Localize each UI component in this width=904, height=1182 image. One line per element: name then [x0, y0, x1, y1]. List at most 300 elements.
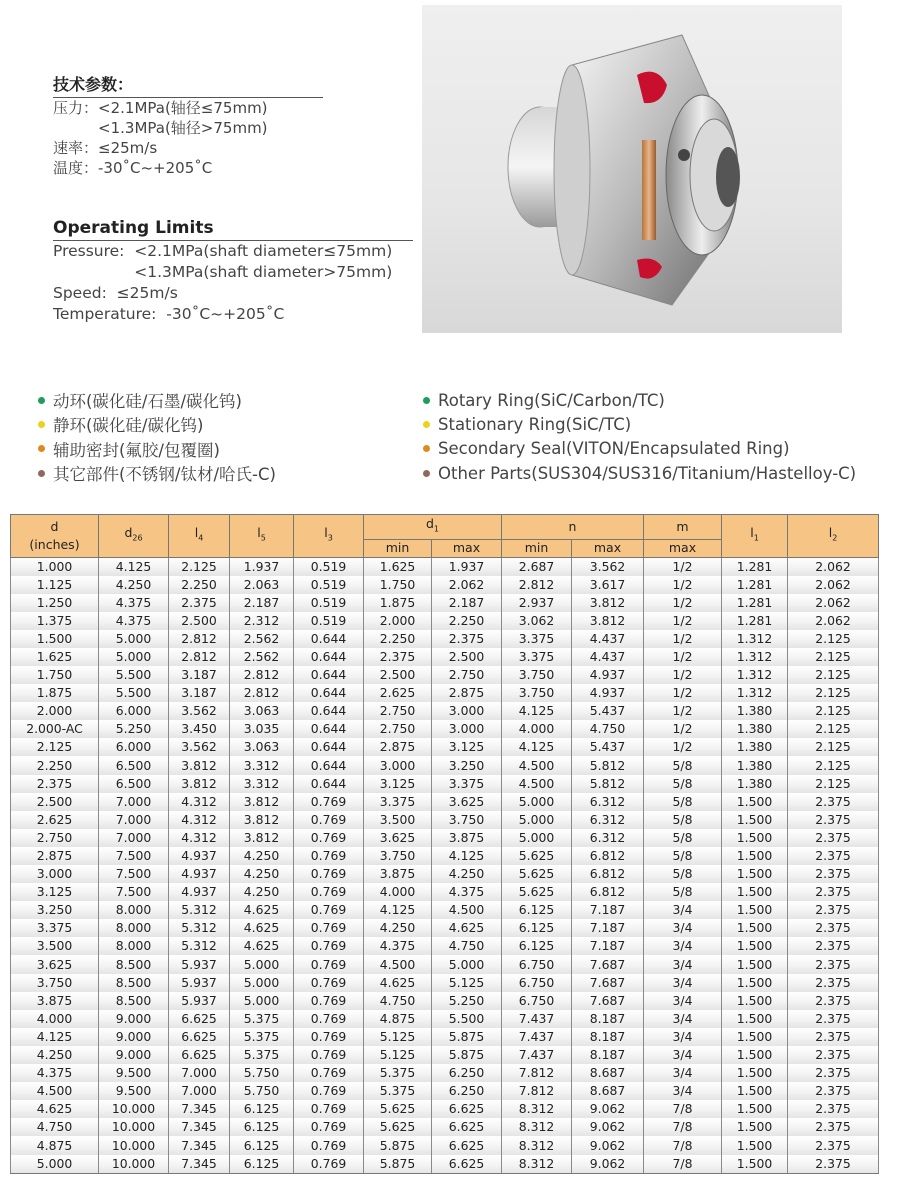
- table-cell: 0.769: [294, 1028, 364, 1046]
- table-cell: 7.437: [502, 1010, 572, 1028]
- temperature-label: Temperature:: [53, 305, 167, 323]
- table-row: [11, 594, 879, 612]
- table-cell: 0.519: [294, 594, 364, 612]
- table-cell: 0.769: [294, 919, 364, 937]
- table-row: [11, 1028, 879, 1046]
- table-cell: 1.937: [230, 557, 294, 576]
- table-cell: 4.750: [11, 1118, 99, 1136]
- table-cell: 3.035: [230, 720, 294, 738]
- table-cell: 8.187: [572, 1028, 644, 1046]
- table-cell: 0.644: [294, 684, 364, 702]
- table-cell: 5.500: [432, 1010, 502, 1028]
- table-cell: 3.312: [230, 757, 294, 775]
- table-cell: 2.062: [788, 576, 879, 594]
- table-cell: 2.562: [230, 630, 294, 648]
- specs-en-speed: [53, 283, 413, 304]
- table-cell: 2.500: [11, 793, 99, 811]
- table-cell: 5.375: [364, 1082, 432, 1100]
- specs-cn-speed: [53, 138, 323, 158]
- table-cell: 3.812: [169, 775, 230, 793]
- table-cell: 5.812: [572, 757, 644, 775]
- specs-en-pressure: [53, 241, 413, 283]
- col-header-n-min: min: [502, 539, 572, 557]
- table-cell: 0.769: [294, 992, 364, 1010]
- table-cell: 2.187: [432, 594, 502, 612]
- table-cell: 6.312: [572, 829, 644, 847]
- specs-en: [53, 218, 413, 325]
- table-cell: 2.125: [788, 757, 879, 775]
- table-cell: 0.769: [294, 1118, 364, 1136]
- table-row: [11, 956, 879, 974]
- table-cell: 7.500: [99, 865, 169, 883]
- table-cell: 4.125: [502, 738, 572, 756]
- table-cell: 1.500: [722, 901, 788, 919]
- table-cell: 2.750: [11, 829, 99, 847]
- table-cell: 8.687: [572, 1082, 644, 1100]
- legend-item: Secondary Seal(VITON/Encapsulated Ring): [423, 437, 856, 461]
- table-cell: 2.000: [11, 702, 99, 720]
- table-cell: 3.450: [169, 720, 230, 738]
- table-cell: 0.644: [294, 738, 364, 756]
- table-cell: 1.281: [722, 576, 788, 594]
- table-cell: 9.000: [99, 1028, 169, 1046]
- table-cell: 2.812: [169, 648, 230, 666]
- table-cell: 4.500: [11, 1082, 99, 1100]
- table-cell: 0.769: [294, 1010, 364, 1028]
- table-cell: 7.345: [169, 1100, 230, 1118]
- table-cell: 4.125: [432, 847, 502, 865]
- table-cell: 2.125: [788, 702, 879, 720]
- table-cell: 7/8: [644, 1137, 722, 1155]
- table-cell: 1/2: [644, 666, 722, 684]
- table-cell: 6.250: [432, 1082, 502, 1100]
- table-cell: 5.750: [230, 1064, 294, 1082]
- col-header-d: d (inches): [11, 515, 99, 558]
- table-cell: 3.812: [169, 757, 230, 775]
- table-cell: 5.812: [572, 775, 644, 793]
- table-cell: 4.937: [169, 847, 230, 865]
- table-cell: 2.375: [364, 648, 432, 666]
- table-cell: 0.769: [294, 1064, 364, 1082]
- table-cell: 5.000: [230, 956, 294, 974]
- table-cell: 3.312: [230, 775, 294, 793]
- table-cell: 2.000-AC: [11, 720, 99, 738]
- table-cell: 4.250: [432, 865, 502, 883]
- table-cell: 3.750: [432, 811, 502, 829]
- table-cell: 2.375: [788, 1100, 879, 1118]
- table-cell: 2.375: [788, 811, 879, 829]
- table-cell: 10.000: [99, 1137, 169, 1155]
- table-row: [11, 865, 879, 883]
- table-cell: 7/8: [644, 1118, 722, 1136]
- table-cell: 7.687: [572, 956, 644, 974]
- table-cell: 5/8: [644, 883, 722, 901]
- table-cell: 5.937: [169, 974, 230, 992]
- table-cell: 1.312: [722, 648, 788, 666]
- table-cell: 3/4: [644, 1028, 722, 1046]
- table-cell: 1.500: [722, 811, 788, 829]
- table-cell: 6.812: [572, 847, 644, 865]
- pressure-label: Pressure:: [53, 242, 135, 260]
- table-cell: 7.000: [99, 829, 169, 847]
- table-cell: 10.000: [99, 1100, 169, 1118]
- table-cell: 7.187: [572, 919, 644, 937]
- table-cell: 0.769: [294, 1082, 364, 1100]
- table-cell: 1.380: [722, 720, 788, 738]
- table-cell: 6.750: [502, 992, 572, 1010]
- table-cell: 3.812: [572, 594, 644, 612]
- table-cell: 6.812: [572, 883, 644, 901]
- table-cell: 5/8: [644, 865, 722, 883]
- table-cell: 5.437: [572, 702, 644, 720]
- table-cell: 1.500: [722, 919, 788, 937]
- table-row: [11, 883, 879, 901]
- table-cell: 5.875: [364, 1155, 432, 1174]
- legend-dot-green: [423, 397, 430, 404]
- table-cell: 2.625: [11, 811, 99, 829]
- temperature-label: 温度：: [53, 159, 99, 177]
- table-cell: 1/2: [644, 684, 722, 702]
- product-photo: [422, 5, 842, 333]
- table-cell: 4.250: [230, 883, 294, 901]
- table-cell: 4.500: [432, 901, 502, 919]
- set-screw: [678, 149, 690, 161]
- table-cell: 10.000: [99, 1118, 169, 1136]
- table-cell: 1/2: [644, 738, 722, 756]
- table-cell: 3.187: [169, 684, 230, 702]
- table-row: [11, 847, 879, 865]
- table-cell: 0.644: [294, 666, 364, 684]
- table-cell: 1.500: [722, 865, 788, 883]
- table-cell: 1/2: [644, 720, 722, 738]
- table-cell: 2.125: [788, 684, 879, 702]
- table-cell: 2.750: [364, 720, 432, 738]
- legend-item: Stationary Ring(SiC/TC): [423, 412, 856, 436]
- table-cell: 4.125: [11, 1028, 99, 1046]
- table-cell: 7.687: [572, 992, 644, 1010]
- table-cell: 2.375: [788, 956, 879, 974]
- table-cell: 4.125: [502, 702, 572, 720]
- table-cell: 3.750: [11, 974, 99, 992]
- table-cell: 6.625: [169, 1010, 230, 1028]
- table-cell: 3.625: [364, 829, 432, 847]
- table-cell: 7.437: [502, 1046, 572, 1064]
- table-cell: 6.625: [432, 1118, 502, 1136]
- table-cell: 7.000: [169, 1064, 230, 1082]
- table-cell: 9.062: [572, 1100, 644, 1118]
- table-cell: 1.500: [722, 956, 788, 974]
- col-header-m-max: max: [644, 539, 722, 557]
- table-row: [11, 1010, 879, 1028]
- table-row: [11, 901, 879, 919]
- table-cell: 4.500: [502, 757, 572, 775]
- table-cell: 7.000: [99, 811, 169, 829]
- table-row: [11, 648, 879, 666]
- table-cell: 8.312: [502, 1155, 572, 1174]
- table-cell: 3.875: [432, 829, 502, 847]
- table-cell: 0.644: [294, 720, 364, 738]
- pressure-label: 压力：: [53, 99, 99, 117]
- table-cell: 4.312: [169, 829, 230, 847]
- table-cell: 3.750: [502, 684, 572, 702]
- table-cell: 2.125: [788, 666, 879, 684]
- table-cell: 2.375: [788, 1137, 879, 1155]
- table-cell: 5.875: [432, 1046, 502, 1064]
- legend-dot-yellow: [423, 421, 430, 428]
- table-cell: 1.125: [11, 576, 99, 594]
- table-cell: 6.500: [99, 775, 169, 793]
- table-cell: 2.812: [230, 684, 294, 702]
- table-cell: 7.345: [169, 1155, 230, 1174]
- table-cell: 3.000: [432, 720, 502, 738]
- table-cell: 2.562: [230, 648, 294, 666]
- table-cell: 7.500: [99, 883, 169, 901]
- table-cell: 4.625: [230, 919, 294, 937]
- table-row: [11, 720, 879, 738]
- table-cell: 7.345: [169, 1137, 230, 1155]
- table-row: [11, 702, 879, 720]
- table-cell: 2.375: [788, 1118, 879, 1136]
- table-cell: 5.375: [230, 1046, 294, 1064]
- table-cell: 4.937: [169, 883, 230, 901]
- specs-cn: [53, 72, 323, 178]
- table-cell: 3.187: [169, 666, 230, 684]
- table-cell: 6.500: [99, 757, 169, 775]
- table-cell: 1.500: [722, 847, 788, 865]
- table-cell: 3.562: [169, 738, 230, 756]
- table-cell: 6.250: [432, 1064, 502, 1082]
- legend-cn: [38, 388, 276, 485]
- legend-item: 辅助密封(氟胶/包覆圈): [38, 437, 276, 461]
- table-cell: 3.250: [432, 757, 502, 775]
- table-cell: 8.312: [502, 1100, 572, 1118]
- table-cell: 8.500: [99, 992, 169, 1010]
- table-cell: 6.625: [432, 1137, 502, 1155]
- legend-item: Other Parts(SUS304/SUS316/Titanium/Hastelloy-C): [423, 461, 856, 485]
- table-cell: 7.500: [99, 847, 169, 865]
- table-cell: 9.062: [572, 1118, 644, 1136]
- table-cell: 3/4: [644, 1082, 722, 1100]
- table-cell: 3.750: [364, 847, 432, 865]
- table-cell: 8.000: [99, 937, 169, 955]
- table-cell: 4.437: [572, 648, 644, 666]
- table-cell: 1.875: [11, 684, 99, 702]
- table-cell: 2.875: [11, 847, 99, 865]
- pressure-value-2: <1.3MPa(shaft diameter>75mm): [134, 263, 393, 281]
- table-cell: 3.625: [432, 793, 502, 811]
- table-cell: 3/4: [644, 901, 722, 919]
- table-cell: 2.063: [230, 576, 294, 594]
- table-cell: 5.375: [230, 1010, 294, 1028]
- table-cell: 0.644: [294, 702, 364, 720]
- table-cell: 2.875: [364, 738, 432, 756]
- table-cell: 3.375: [432, 775, 502, 793]
- table-row: [11, 793, 879, 811]
- table-cell: 7.187: [572, 901, 644, 919]
- table-cell: 7.345: [169, 1118, 230, 1136]
- table-cell: 6.000: [99, 702, 169, 720]
- table-cell: 6.812: [572, 865, 644, 883]
- table-cell: 0.519: [294, 612, 364, 630]
- table-row: [11, 1064, 879, 1082]
- table-cell: 1.750: [364, 576, 432, 594]
- table-cell: 2.375: [788, 1155, 879, 1174]
- col-header-l3: $l_3$: [294, 515, 364, 558]
- pressure-value-2: <1.3MPa(轴径>75mm): [98, 119, 268, 137]
- table-cell: 7.812: [502, 1082, 572, 1100]
- table-cell: 5.000: [230, 974, 294, 992]
- table-cell: 1/2: [644, 630, 722, 648]
- table-cell: 0.769: [294, 901, 364, 919]
- table-cell: 3.500: [11, 937, 99, 955]
- table-cell: 10.000: [99, 1155, 169, 1174]
- table-cell: 4.625: [364, 974, 432, 992]
- table-row: [11, 612, 879, 630]
- table-cell: 3.125: [364, 775, 432, 793]
- table-cell: 4.000: [11, 1010, 99, 1028]
- table-cell: 7.687: [572, 974, 644, 992]
- table-cell: 1/2: [644, 576, 722, 594]
- table-cell: 1/2: [644, 594, 722, 612]
- table-cell: 3.875: [11, 992, 99, 1010]
- table-cell: 5.500: [99, 666, 169, 684]
- table-cell: 5/8: [644, 847, 722, 865]
- table-cell: 4.937: [572, 684, 644, 702]
- table-cell: 2.375: [788, 793, 879, 811]
- table-cell: 3.063: [230, 738, 294, 756]
- table-cell: 4.125: [99, 557, 169, 576]
- table-cell: 5/8: [644, 829, 722, 847]
- table-cell: 4.875: [11, 1137, 99, 1155]
- table-cell: 3.625: [11, 956, 99, 974]
- table-cell: 3.375: [502, 648, 572, 666]
- table-cell: 6.125: [230, 1155, 294, 1174]
- table-cell: 2.125: [788, 738, 879, 756]
- table-row: [11, 1118, 879, 1136]
- table-cell: 5.000: [502, 793, 572, 811]
- table-cell: 0.769: [294, 883, 364, 901]
- table-cell: 0.644: [294, 648, 364, 666]
- table-cell: 4.375: [99, 594, 169, 612]
- table-cell: 0.519: [294, 557, 364, 576]
- col-header-d1-min: min: [364, 539, 432, 557]
- table-cell: 4.750: [572, 720, 644, 738]
- table-row: [11, 992, 879, 1010]
- table-cell: 6.000: [99, 738, 169, 756]
- speed-value: ≤25m/s: [116, 284, 178, 302]
- table-cell: 4.375: [364, 937, 432, 955]
- table-cell: 1.380: [722, 702, 788, 720]
- table-cell: 2.375: [788, 829, 879, 847]
- legend-dot-orange: [38, 445, 45, 452]
- table-cell: 8.312: [502, 1118, 572, 1136]
- table-cell: 1.375: [11, 612, 99, 630]
- table-cell: 3/4: [644, 937, 722, 955]
- table-cell: 3.250: [11, 901, 99, 919]
- table-row: [11, 666, 879, 684]
- table-cell: 5.875: [432, 1028, 502, 1046]
- table-cell: 2.187: [230, 594, 294, 612]
- table-cell: 2.125: [788, 720, 879, 738]
- table-cell: 2.250: [169, 576, 230, 594]
- table-cell: 8.312: [502, 1137, 572, 1155]
- table-cell: 6.750: [502, 974, 572, 992]
- table-cell: 4.437: [572, 630, 644, 648]
- table-cell: 3.375: [11, 919, 99, 937]
- col-header-d26: $d_{26}$: [99, 515, 169, 558]
- col-header-d1: $d_1$: [364, 515, 502, 540]
- table-cell: 2.125: [11, 738, 99, 756]
- table-cell: 3.000: [11, 865, 99, 883]
- table-cell: 2.375: [788, 847, 879, 865]
- table-cell: 4.312: [169, 811, 230, 829]
- table-cell: 1.875: [364, 594, 432, 612]
- table-cell: 5.250: [99, 720, 169, 738]
- table-cell: 6.312: [572, 811, 644, 829]
- table-cell: 1.500: [722, 793, 788, 811]
- table-cell: 1.500: [722, 1118, 788, 1136]
- table-cell: 3.375: [502, 630, 572, 648]
- table-cell: 1.250: [11, 594, 99, 612]
- table-cell: 3/4: [644, 919, 722, 937]
- table-cell: 4.500: [364, 956, 432, 974]
- table-cell: 2.125: [788, 630, 879, 648]
- table-cell: 3/4: [644, 1010, 722, 1028]
- table-cell: 9.500: [99, 1064, 169, 1082]
- table-cell: 2.250: [11, 757, 99, 775]
- table-cell: 1.500: [722, 1028, 788, 1046]
- table-cell: 2.375: [788, 937, 879, 955]
- table-cell: 1.380: [722, 775, 788, 793]
- table-cell: 2.375: [788, 901, 879, 919]
- table-cell: 1.500: [722, 883, 788, 901]
- table-cell: 1.500: [722, 1100, 788, 1118]
- table-cell: 1.000: [11, 557, 99, 576]
- table-cell: 7/8: [644, 1155, 722, 1174]
- table-cell: 9.000: [99, 1046, 169, 1064]
- table-cell: 1.500: [722, 937, 788, 955]
- col-header-l1: $l_1$: [722, 515, 788, 558]
- table-cell: 3.812: [572, 612, 644, 630]
- table-cell: 2.375: [788, 1046, 879, 1064]
- col-header-l2: $l_2$: [788, 515, 879, 558]
- table-cell: 1.281: [722, 594, 788, 612]
- table-cell: 1.500: [722, 1046, 788, 1064]
- legend-dot-yellow: [38, 421, 45, 428]
- speed-label: Speed:: [53, 284, 117, 302]
- table-cell: 5.750: [230, 1082, 294, 1100]
- specs-en-title: Operating Limits: [53, 218, 413, 241]
- table-cell: 1.500: [722, 992, 788, 1010]
- table-cell: 0.644: [294, 757, 364, 775]
- table-cell: 0.769: [294, 847, 364, 865]
- table-row: [11, 1155, 879, 1174]
- table-cell: 1.312: [722, 666, 788, 684]
- table-cell: 2.500: [169, 612, 230, 630]
- table-cell: 1.312: [722, 684, 788, 702]
- table-cell: 1.500: [722, 829, 788, 847]
- specs-cn-pressure: [53, 98, 323, 138]
- table-cell: 6.750: [502, 956, 572, 974]
- table-cell: 4.125: [364, 901, 432, 919]
- table-cell: 2.125: [169, 557, 230, 576]
- table-cell: 3.812: [230, 793, 294, 811]
- table-cell: 0.769: [294, 865, 364, 883]
- table-cell: 8.500: [99, 974, 169, 992]
- table-cell: 4.500: [502, 775, 572, 793]
- table-cell: 5.875: [364, 1137, 432, 1155]
- table-cell: 3/4: [644, 974, 722, 992]
